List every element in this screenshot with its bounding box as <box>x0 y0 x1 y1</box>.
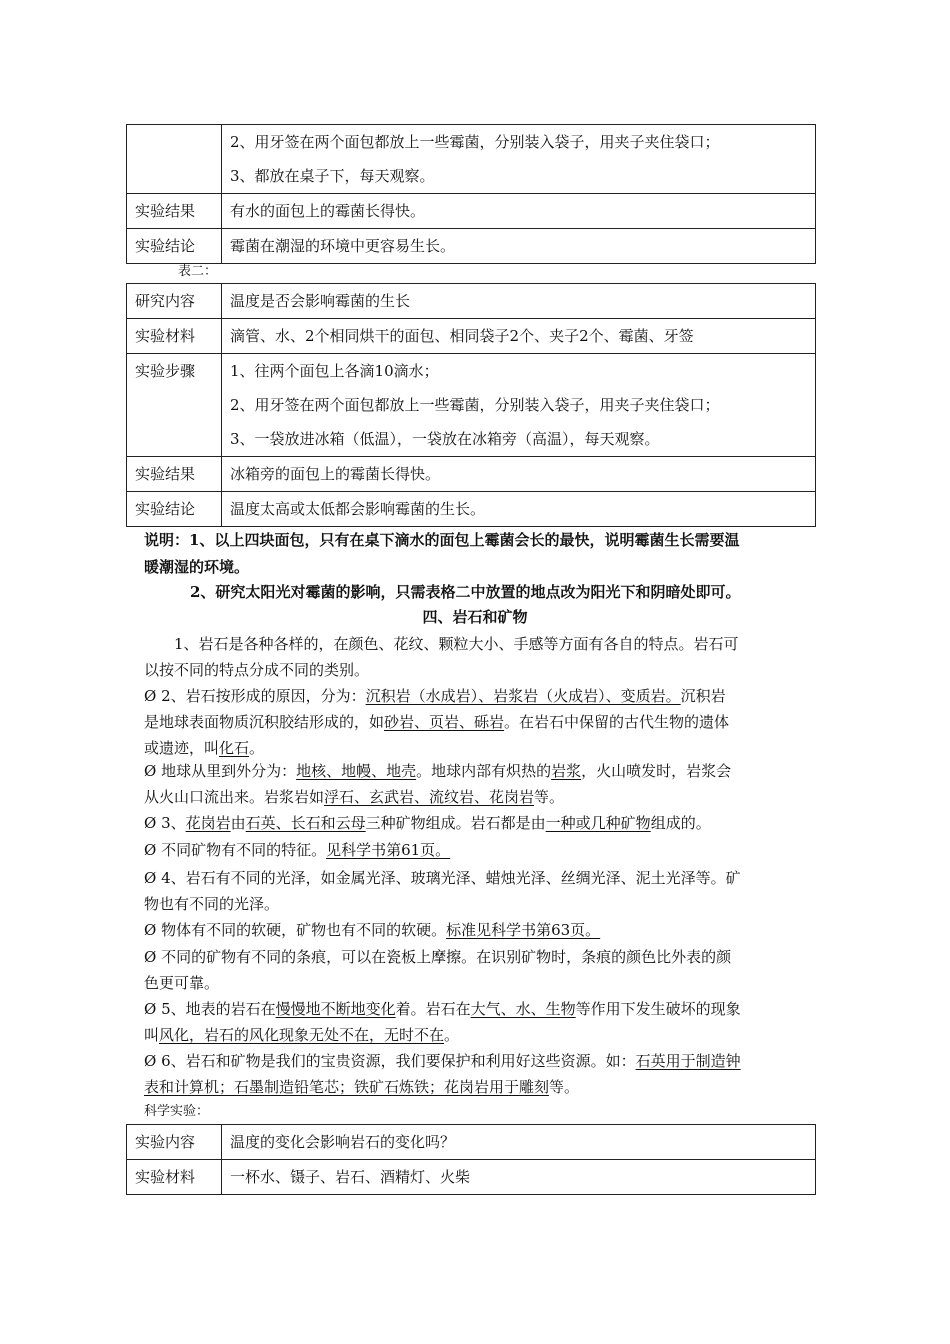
underlined-text: 浮石、玄武岩、流纹岩、花岗岩 <box>324 788 535 806</box>
table-label-cell: 实验材料 <box>127 319 222 354</box>
table-caption: 科学实验： <box>144 1104 210 1119</box>
paragraph-line <box>144 996 814 1022</box>
note-line-3: 2、研究太阳光对霉菌的影响，只需表格二中放置的地点改为阳光下和阴暗处即可。 <box>190 583 741 601</box>
paragraph-4 <box>144 810 814 836</box>
text-run: 。 <box>249 739 265 757</box>
table-line: 3、都放在桌子下，每天观察。 <box>230 167 435 185</box>
experiment-table-2 <box>126 283 816 527</box>
table-caption: 表二： <box>178 264 218 279</box>
paragraph-line <box>144 810 814 836</box>
text-run: Ø 物体有不同的软硬，矿物也有不同的软硬。 <box>144 921 447 939</box>
table-value-cell <box>222 229 816 264</box>
table-value-cell <box>222 319 816 354</box>
underlined-text: 石英用于制造钟 <box>635 1052 741 1070</box>
table-row <box>127 284 816 319</box>
text-run: 组成的。 <box>650 814 711 832</box>
table-line: 2、用牙签在两个面包都放上一些霉菌，分别装入袋子，用夹子夹住袋口； <box>230 396 720 414</box>
text-run: 从火山口流出来。岩浆岩如 <box>144 788 325 806</box>
table-row <box>127 194 816 229</box>
text-run: Ø 6、岩石和矿物是我们的宝贵资源，我们要保护和利用好这些资源。如： <box>144 1052 636 1070</box>
underlined-text: 标准见科学书第63页。 <box>446 921 601 939</box>
table-row <box>127 125 816 194</box>
table-row <box>127 1160 816 1195</box>
text-run: 。在岩石中保留的古代生物的遗体 <box>504 713 730 731</box>
note-line-2: 暖潮湿的环境。 <box>144 558 250 576</box>
paragraph-6 <box>144 865 814 917</box>
table-row <box>127 1125 816 1160</box>
table-row <box>127 354 816 457</box>
underlined-text: 岩浆 <box>551 762 582 780</box>
table-value-cell <box>222 492 816 527</box>
table-line: 冰箱旁的面包上的霉菌长得快。 <box>230 465 441 483</box>
text-run: 。地球内部有炽热的 <box>416 762 552 780</box>
paragraph-line: 以按不同的特点分成不同的类别。 <box>144 661 370 679</box>
text-run: 等作用下发生破坏的现象 <box>575 1000 741 1018</box>
table-label-cell: 实验材料 <box>127 1160 222 1195</box>
paragraph-line <box>144 1048 814 1074</box>
table-line: 霉菌在潮湿的环境中更容易生长。 <box>230 237 456 255</box>
text-run: 。 <box>444 1026 460 1044</box>
paragraph-line <box>144 758 814 784</box>
text-run: 三种矿物组成。岩石都是由 <box>365 814 546 832</box>
table-label-cell: 实验结果 <box>127 457 222 492</box>
underlined-text: 石英、长石和云母 <box>245 814 366 832</box>
table-line: 温度的变化会影响岩石的变化吗？ <box>230 1133 456 1151</box>
text-run: 等。 <box>534 788 565 806</box>
table-label-cell: 实验结论 <box>127 229 222 264</box>
table-line: 温度太高或太低都会影响霉菌的生长。 <box>230 500 486 518</box>
paragraph-9 <box>144 996 814 1048</box>
table-value-cell <box>222 1160 816 1195</box>
table-label-cell <box>127 125 222 194</box>
text-run: Ø 5、地表的岩石在 <box>144 1000 276 1018</box>
table-label-cell: 实验内容 <box>127 1125 222 1160</box>
paragraph-line <box>144 837 814 863</box>
underlined-text: 地核、地幔、地壳 <box>296 762 417 780</box>
paragraph-5 <box>144 837 814 863</box>
paragraph-3 <box>144 758 814 810</box>
paragraph-line: 物也有不同的光泽。 <box>144 895 280 913</box>
text-run: 是地球表面物质沉积胶结形成的，如 <box>144 713 385 731</box>
underlined-text: 砂岩、页岩、砾岩 <box>384 713 505 731</box>
table-value-cell <box>222 125 816 194</box>
table-label-cell: 实验步骤 <box>127 354 222 457</box>
table-value-cell <box>222 194 816 229</box>
table-line: 一杯水、镊子、岩石、酒精灯、火柴 <box>230 1168 471 1186</box>
table-line: 2、用牙签在两个面包都放上一些霉菌，分别装入袋子，用夹子夹住袋口； <box>230 133 720 151</box>
table-value-cell <box>222 284 816 319</box>
paragraph-line <box>144 683 814 709</box>
table-value-cell <box>222 457 816 492</box>
table-row <box>127 492 816 527</box>
paragraph-line: Ø 不同的矿物有不同的条痕，可以在瓷板上摩擦。在识别矿物时，条痕的颜色比外表的颜 <box>144 948 732 966</box>
text-run: 叫 <box>144 1026 160 1044</box>
paragraph-line: 1、岩石是各种各样的，在颜色、花纹、颗粒大小、手感等方面有各自的特点。岩石可 <box>174 635 739 653</box>
table-label-cell: 实验结果 <box>127 194 222 229</box>
paragraph-line: Ø 4、岩石有不同的光泽，如金属光泽、玻璃光泽、蜡烛光泽、丝绸光泽、泥土光泽等。矿 <box>144 869 741 887</box>
text-run: 沉积岩 <box>680 687 726 705</box>
paragraph-1 <box>144 631 814 683</box>
paragraph-line <box>144 709 814 735</box>
text-run: Ø 2、岩石按形成的原因，分为： <box>144 687 366 705</box>
table-label-cell: 研究内容 <box>127 284 222 319</box>
paragraph-10 <box>144 1048 814 1100</box>
underlined-text: 大气、水、生物 <box>470 1000 576 1018</box>
table-value-cell <box>222 1125 816 1160</box>
table-value-cell <box>222 354 816 457</box>
table-line: 滴管、水、2个相同烘干的面包、相同袋子2个、夹子2个、霉菌、牙签 <box>230 327 694 345</box>
paragraph-line: 色更可靠。 <box>144 974 220 992</box>
table-line: 1、往两个面包上各滴10滴水； <box>230 362 439 380</box>
table-row <box>127 319 816 354</box>
section-title: 四、岩石和矿物 <box>422 608 528 626</box>
underlined-text: 表和计算机；石墨制造铅笔芯；铁矿石炼铁；花岗岩用于雕刻 <box>144 1078 550 1096</box>
text-run: 或遗迹，叫 <box>144 739 220 757</box>
paragraph-line <box>144 917 814 943</box>
text-run: Ø 不同矿物有不同的特征。 <box>144 841 327 859</box>
underlined-text: 慢慢地不断地变化 <box>275 1000 396 1018</box>
experiment-table-1 <box>126 124 816 264</box>
paragraph-line <box>144 1022 814 1048</box>
paragraph-8 <box>144 944 814 996</box>
experiment-table-3 <box>126 1124 816 1195</box>
table-line: 3、一袋放进冰箱（低温），一袋放在冰箱旁（高温），每天观察。 <box>230 430 660 448</box>
table-row <box>127 229 816 264</box>
underlined-text: 花岗岩 <box>185 814 231 832</box>
note-line-1: 说明：1、以上四块面包，只有在桌下滴水的面包上霉菌会长的最快，说明霉菌生长需要温 <box>144 531 740 549</box>
paragraph-2 <box>144 683 814 761</box>
table-row <box>127 457 816 492</box>
text-run: Ø 地球从里到外分为： <box>144 762 297 780</box>
text-run: 等。 <box>549 1078 580 1096</box>
text-run: 由 <box>230 814 246 832</box>
underlined-text: 沉积岩（水成岩）、岩浆岩（火成岩）、变质岩。 <box>365 687 681 705</box>
paragraph-line <box>144 1074 814 1100</box>
underlined-text: 风化，岩石的风化现象无处不在，无时不在 <box>159 1026 445 1044</box>
text-run: Ø 3、 <box>144 814 186 832</box>
table-label-cell: 实验结论 <box>127 492 222 527</box>
underlined-text: 一种或几种矿物 <box>545 814 651 832</box>
paragraph-line <box>144 784 814 810</box>
paragraph-7 <box>144 917 814 943</box>
text-run: ，火山喷发时，岩浆会 <box>581 762 732 780</box>
table-line: 温度是否会影响霉菌的生长 <box>230 292 411 310</box>
underlined-text: 化石 <box>219 739 250 757</box>
table-line: 有水的面包上的霉菌长得快。 <box>230 202 426 220</box>
underlined-text: 见科学书第61页。 <box>326 841 451 859</box>
text-run: 着。岩石在 <box>395 1000 471 1018</box>
